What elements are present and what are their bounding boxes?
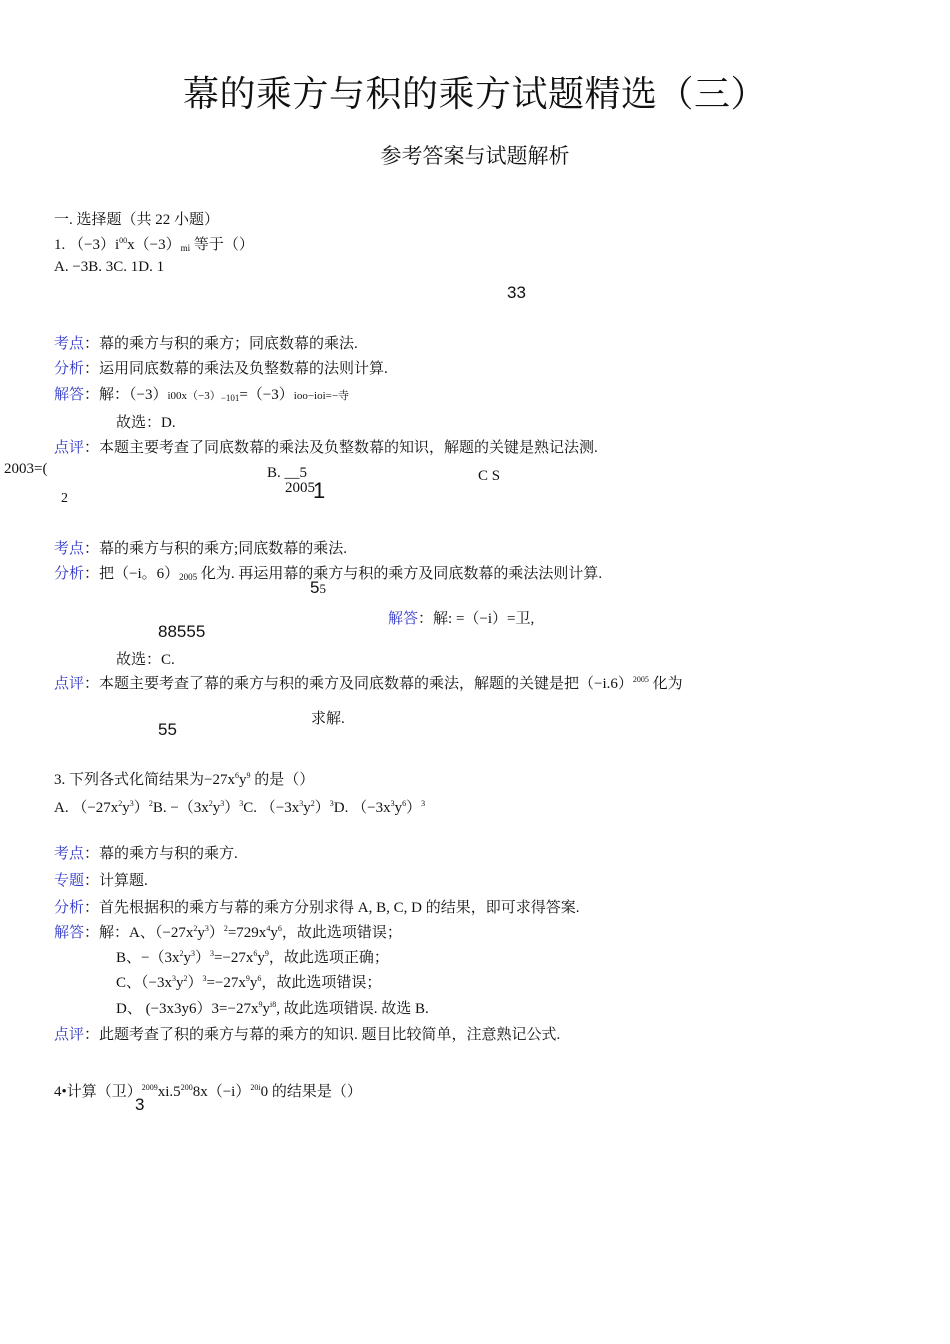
section-header: 一. 选择题（共 22 小题） <box>54 212 220 228</box>
q3-jC-text: =−27x <box>206 975 246 991</box>
q2-fenxi-sub: 2005 <box>179 572 198 582</box>
fenxi-label: 分析 <box>54 900 85 916</box>
q1-dianping <box>54 436 598 457</box>
q1-stem-a: 1. （−3）i <box>54 237 120 253</box>
fenxi-label: 分析 <box>54 566 85 582</box>
label-sep: ： <box>84 1027 100 1043</box>
q4-stem <box>54 1080 362 1101</box>
q2-qiujie: 求解. <box>311 711 345 727</box>
label-sep: ： <box>84 541 100 557</box>
q3-jC-text: y <box>249 975 258 991</box>
q3-jC-sup: 9 <box>245 974 250 983</box>
q1-stem <box>54 233 254 254</box>
q2-guxuan: 故选：C. <box>116 652 175 668</box>
q3-opt-sup: 6 <box>402 799 407 808</box>
q2-dianping <box>54 672 683 693</box>
q2-jieda <box>388 607 534 628</box>
jieda-label: 解答 <box>388 611 419 627</box>
q1-stray-number: 33 <box>507 283 526 302</box>
q2-number-a: 5 <box>310 578 320 597</box>
q3-jieda-d <box>116 997 429 1018</box>
q3-opt-sup: 3 <box>129 799 134 808</box>
jieda-label: 解答 <box>54 387 85 403</box>
q3-opt-text: B. −（3x <box>152 800 209 816</box>
q3-opt-sup: 3 <box>299 799 304 808</box>
q3-jA-text: y <box>270 925 278 941</box>
q2-kaodian <box>54 537 347 558</box>
page-subtitle: 参考答案与试题解析 <box>380 144 570 168</box>
q3-jB-sup: 6 <box>253 949 258 958</box>
dianping-label: 点评 <box>54 440 85 456</box>
q3-kaodian-text: 幕的乘方与积的乘方. <box>99 846 238 862</box>
q3-stem-b: y <box>238 772 247 788</box>
q3-opt-sup: 2 <box>310 799 315 808</box>
jieda-label: 解答 <box>54 925 85 941</box>
q3-opt-text: y <box>303 800 311 816</box>
q3-jB-text: B、−（3x <box>116 950 180 966</box>
q1-stem-b: x（−3） <box>127 237 181 253</box>
q3-jB-sup: 9 <box>264 949 269 958</box>
q3-jA-text: y <box>197 925 205 941</box>
q3-opt-sup: 3 <box>329 799 334 808</box>
q2-jieda-text: 解: =（−i）=卫, <box>433 611 535 627</box>
q2-kaodian-text: 幕的乘方与积的乘方;同底数幕的乘法. <box>99 541 347 557</box>
q3-options <box>54 796 425 817</box>
label-sep: ： <box>84 846 100 862</box>
page-title: 幕的乘方与积的乘方试题精选（三） <box>182 74 767 114</box>
q1-guxuan: 故选：D. <box>116 415 176 431</box>
q3-jA-sup: 4 <box>266 924 271 933</box>
q2-fenxi <box>54 562 602 583</box>
q2-fragment-clipped <box>478 468 518 480</box>
q3-jC-text: C、（−3x <box>116 975 172 991</box>
q3-fenxi <box>54 896 579 917</box>
q1-jieda-e: ioo−ioi=−寺 <box>293 390 350 402</box>
zhuanti-label: 专题 <box>54 873 85 889</box>
q3-sup: 9 <box>246 771 251 780</box>
label-sep: ： <box>84 566 100 582</box>
q3-jA-sup: 3 <box>204 924 209 933</box>
q1-options: A. −3B. 3C. 1D. 1 <box>54 259 165 275</box>
q3-stem-c: 的是（） <box>250 772 315 788</box>
q1-stem-sup: 00 <box>119 236 128 245</box>
q1-jieda-b: i00x（−3） <box>167 390 221 402</box>
q3-jC-text: y <box>175 975 184 991</box>
q2-fragment: B. __5 <box>267 465 308 481</box>
q4-text: xi.5 <box>157 1084 181 1100</box>
q3-zhuanti-text: 计算题. <box>99 873 148 889</box>
q3-jA-sup: 6 <box>277 924 282 933</box>
q3-opt-sup: 2 <box>208 799 213 808</box>
q2-fenxi-a: 把（−i。6） <box>99 566 180 582</box>
label-sep: ： <box>84 873 100 889</box>
q3-jC-text: ） <box>187 975 203 991</box>
q3-opt-text: y <box>394 800 403 816</box>
q1-jieda-d: =（−3） <box>239 387 294 403</box>
q3-jieda-b <box>116 946 389 967</box>
q3-jC-sup: 3 <box>202 974 207 983</box>
q1-fenxi <box>54 357 388 378</box>
q4-text: 4•计算（卫） <box>54 1084 142 1100</box>
q3-jB-sup: 2 <box>179 949 184 958</box>
kaodian-label: 考点 <box>54 541 85 557</box>
q2-fragment: 2005 <box>285 480 315 494</box>
dianping-label: 点评 <box>54 1027 85 1043</box>
q3-opt-sup: 2 <box>148 799 153 808</box>
q3-opt-sup: 2 <box>118 799 123 808</box>
q2-number: 88555 <box>158 622 206 641</box>
q3-jA-text: =729x <box>227 925 267 941</box>
q4-sup: 2009 <box>141 1083 158 1092</box>
q3-sup: 6 <box>234 771 239 780</box>
q3-jB-text: ） <box>194 950 210 966</box>
q3-opt-sup: 3 <box>390 799 395 808</box>
q3-jA-text: 解：A、（−27x <box>99 925 194 941</box>
label-sep: ： <box>84 387 100 403</box>
q3-jA-sup: 2 <box>223 924 228 933</box>
q3-opt-text: D. （−3x <box>333 800 391 816</box>
q4-text: 8x（−i） <box>192 1084 251 1100</box>
q1-dianping-text: 本题主要考查了同底数幕的乘法及负整数幕的知识，解题的关键是熟记法测. <box>99 440 598 456</box>
q1-jieda-c: −101 <box>220 393 240 403</box>
q3-opt-text: y <box>212 800 221 816</box>
q3-opt-text: C. （−3x <box>243 800 300 816</box>
q2-dianping-b: 化为 <box>648 676 683 692</box>
q1-kaodian <box>54 332 358 353</box>
q3-opt-text: A. （−27x <box>54 800 119 816</box>
q3-jD-text: D、 (−3x3y6）3=−27x <box>116 1001 259 1017</box>
q3-opt-text: ） <box>224 800 240 816</box>
q4-sup: 200 <box>180 1083 193 1092</box>
q3-opt-text: ） <box>133 800 149 816</box>
q2-dianping-sup: 2005 <box>632 675 649 684</box>
q1-stem-c: 等于（） <box>190 237 254 253</box>
q3-opt-sup: 3 <box>239 799 244 808</box>
label-sep: ： <box>84 361 100 377</box>
label-sep: ： <box>84 336 100 352</box>
q3-jB-text: y <box>183 950 191 966</box>
q2-fragment: 2003=( <box>4 461 48 477</box>
q2-fragment: 1 <box>313 478 326 503</box>
q3-jC-sup: 6 <box>257 974 262 983</box>
q3-jB-sup: 3 <box>209 949 214 958</box>
q3-jD-sup: i8 <box>269 1000 277 1009</box>
q3-jD-text: , 故此选项错误. 故选 B. <box>276 1001 429 1017</box>
kaodian-label: 考点 <box>54 336 85 352</box>
q3-jA-text: ，故此选项错误； <box>281 925 402 941</box>
fenxi-label: 分析 <box>54 361 85 377</box>
q2-fenxi-b: 化为. 再运用幕的乘方与积的乘方及同底数幕的乘法法则计算. <box>197 566 603 582</box>
q3-opt-sup: 3 <box>421 799 426 808</box>
q1-kaodian-text: 幕的乘方与积的乘方；同底数幕的乘法. <box>99 336 358 352</box>
q3-jieda-c <box>116 971 381 992</box>
q2-dianping-a: 本题主要考查了幕的乘方与积的乘方及同底数幕的乘法，解题的关键是把（−i.6） <box>99 676 633 692</box>
q3-jD-text: y <box>262 1001 270 1017</box>
dianping-label: 点评 <box>54 676 85 692</box>
q3-jC-text: ，故此选项错误； <box>261 975 382 991</box>
q3-jB-sup: 3 <box>190 949 195 958</box>
q2-fragment: C S <box>478 468 501 480</box>
q3-zhuanti <box>54 869 148 890</box>
label-sep: ： <box>84 925 100 941</box>
q3-stem <box>54 768 314 789</box>
q3-jC-sup: 2 <box>183 974 188 983</box>
q3-jC-sup: 3 <box>171 974 176 983</box>
q3-jD-sup: 9 <box>258 1000 263 1009</box>
label-sep: ： <box>84 900 100 916</box>
q2-fragment: 2 <box>61 491 68 506</box>
q3-jB-text: ，故此选项正确； <box>268 950 389 966</box>
q3-opt-text: ） <box>314 800 330 816</box>
label-sep: ： <box>418 611 434 627</box>
q3-opt-text: y <box>122 800 130 816</box>
q1-jieda-a: 解：（−3） <box>99 387 168 403</box>
q3-opt-text: ） <box>406 800 422 816</box>
q1-stem-sub: mi <box>180 243 191 253</box>
q4-sup: 20i <box>250 1083 261 1092</box>
q2-number-b: 5 <box>319 581 326 596</box>
label-sep: ： <box>84 676 100 692</box>
q4-text: 0 的结果是（） <box>260 1084 362 1100</box>
q1-fenxi-text: 运用同底数幕的乘法及负整数幕的法则计算. <box>99 361 388 377</box>
q2-number <box>310 578 326 598</box>
q3-kaodian <box>54 842 238 863</box>
q3-jA-sup: 2 <box>193 924 198 933</box>
label-sep: ： <box>84 440 100 456</box>
q3-dianping <box>54 1023 560 1044</box>
q4-number: 3 <box>135 1095 145 1114</box>
q1-jieda <box>54 383 349 404</box>
q3-jieda-a <box>54 921 402 942</box>
q3-dianping-text: 此题考查了积的乘方与幕的乘方的知识. 题目比较简单，注意熟记公式. <box>99 1027 561 1043</box>
q3-fenxi-text: 首先根据积的乘方与幕的乘方分别求得 A, B, C, D 的结果，即可求得答案. <box>99 900 580 916</box>
q3-jB-text: y <box>257 950 265 966</box>
q3-jB-text: =−27x <box>213 950 254 966</box>
q3-jA-text: ） <box>208 925 224 941</box>
q3-opt-sup: 3 <box>220 799 225 808</box>
q2-number: 55 <box>158 720 177 739</box>
q3-stem-a: 3. 下列各式化简结果为−27x <box>54 772 235 788</box>
kaodian-label: 考点 <box>54 846 85 862</box>
